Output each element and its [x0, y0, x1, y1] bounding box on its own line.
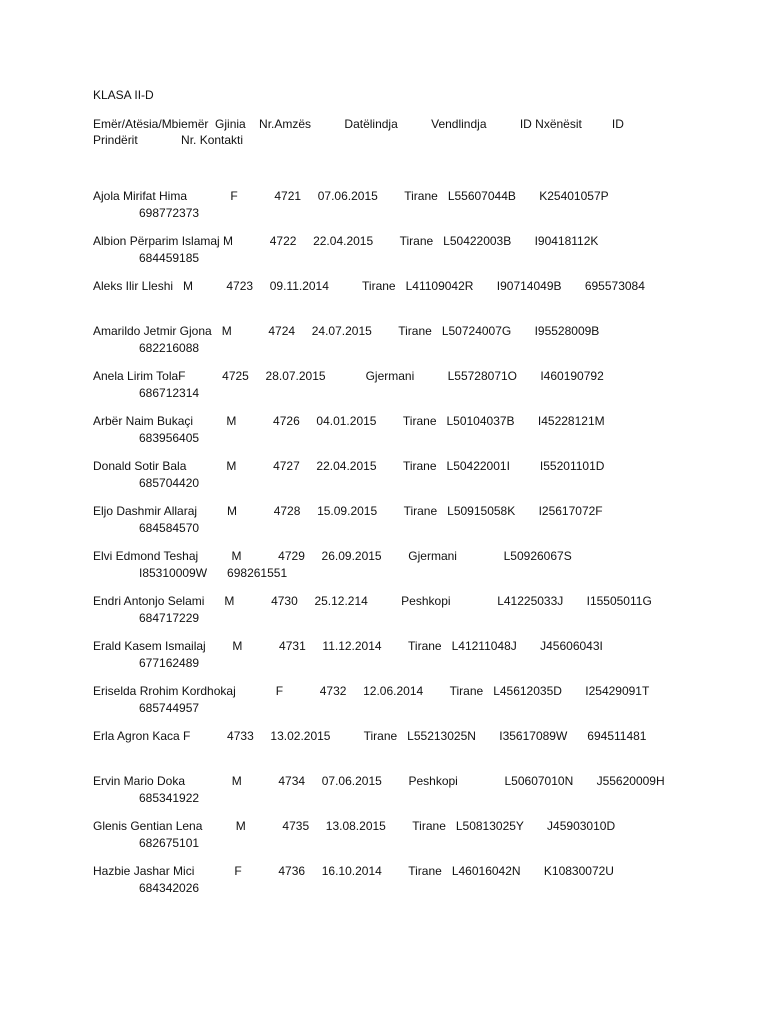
student-row-line-2: 682675101: [139, 836, 200, 850]
student-row-line-2: 685744957: [139, 701, 200, 715]
student-row-line-2: I85310009W 698261551: [139, 566, 288, 580]
student-row-line-1: Ajola Mirifat Hima F 4721 07.06.2015 Tirane L55607044B K25401057P: [93, 189, 609, 203]
student-row-line-2: 685704420: [139, 476, 200, 490]
student-row-line-1: Hazbie Jashar Mici F 4736 16.10.2014 Tirane L46016042N K10830072U: [93, 864, 614, 878]
student-row-line-2: 677162489: [139, 656, 200, 670]
student-row-line-2: 686712314: [139, 386, 200, 400]
student-row-line-2: 684342026: [139, 881, 200, 895]
header-line-2: Prindërit Nr. Kontakti: [93, 133, 244, 147]
student-row-line-1: Erald Kasem Ismailaj M 4731 11.12.2014 Tirane L41211048J J45606043I: [93, 639, 603, 653]
student-row-line-2: 684717229: [139, 611, 200, 625]
student-row-line-1: Eriselda Rrohim Kordhokaj F 4732 12.06.2014 Tirane L45612035D I25429091T: [93, 684, 650, 698]
student-row-line-1: Erla Agron Kaca F 4733 13.02.2015 Tirane L55213025N I35617089W 694511481: [93, 729, 647, 743]
student-row-line-1: Endri Antonjo Selami M 4730 25.12.214 Peshkopi L41225033J I15505011G: [93, 594, 652, 608]
student-row-line-1: Donald Sotir Bala M 4727 22.04.2015 Tirane L50422001I I55201101D: [93, 459, 605, 473]
student-row-line-1: Albion Përparim Islamaj M 4722 22.04.2015 Tirane L50422003B I90418112K: [93, 234, 599, 248]
student-row-line-2: 682216088: [139, 341, 200, 355]
student-row-line-1: Ervin Mario Doka M 4734 07.06.2015 Peshkopi L50607010N J55620009H: [93, 774, 665, 788]
student-row-line-1: Aleks Ilir Lleshi M 4723 09.11.2014 Tirane L41109042R I90714049B 695573084: [93, 279, 645, 293]
student-row-line-2: 698772373: [139, 206, 200, 220]
header-line-1: Emër/Atësia/Mbiemër Gjinia Nr.Amzës Datëlindja Vendlindja ID Nxënësit ID: [93, 117, 624, 131]
student-row-line-2: 683956405: [139, 431, 200, 445]
student-row-line-2: 685341922: [139, 791, 200, 805]
student-row-line-1: Glenis Gentian Lena M 4735 13.08.2015 Tirane L50813025Y J45903010D: [93, 819, 616, 833]
student-row-line-1: Arbër Naim Bukaçi M 4726 04.01.2015 Tirane L50104037B I45228121M: [93, 414, 605, 428]
student-row-line-2: 684459185: [139, 251, 200, 265]
student-row-line-1: Elvi Edmond Teshaj M 4729 26.09.2015 Gjermani L50926067S: [93, 549, 572, 563]
student-row-line-1: Amarildo Jetmir Gjona M 4724 24.07.2015 Tirane L50724007G I95528009B: [93, 324, 600, 338]
student-row-line-1: Eljo Dashmir Allaraj M 4728 15.09.2015 Tirane L50915058K I25617072F: [93, 504, 603, 518]
student-row-line-2: 684584570: [139, 521, 200, 535]
class-title: KLASA II-D: [93, 88, 154, 102]
student-row-line-1: Anela Lirim TolaF 4725 28.07.2015 Gjermani L55728071O I460190792: [93, 369, 604, 383]
